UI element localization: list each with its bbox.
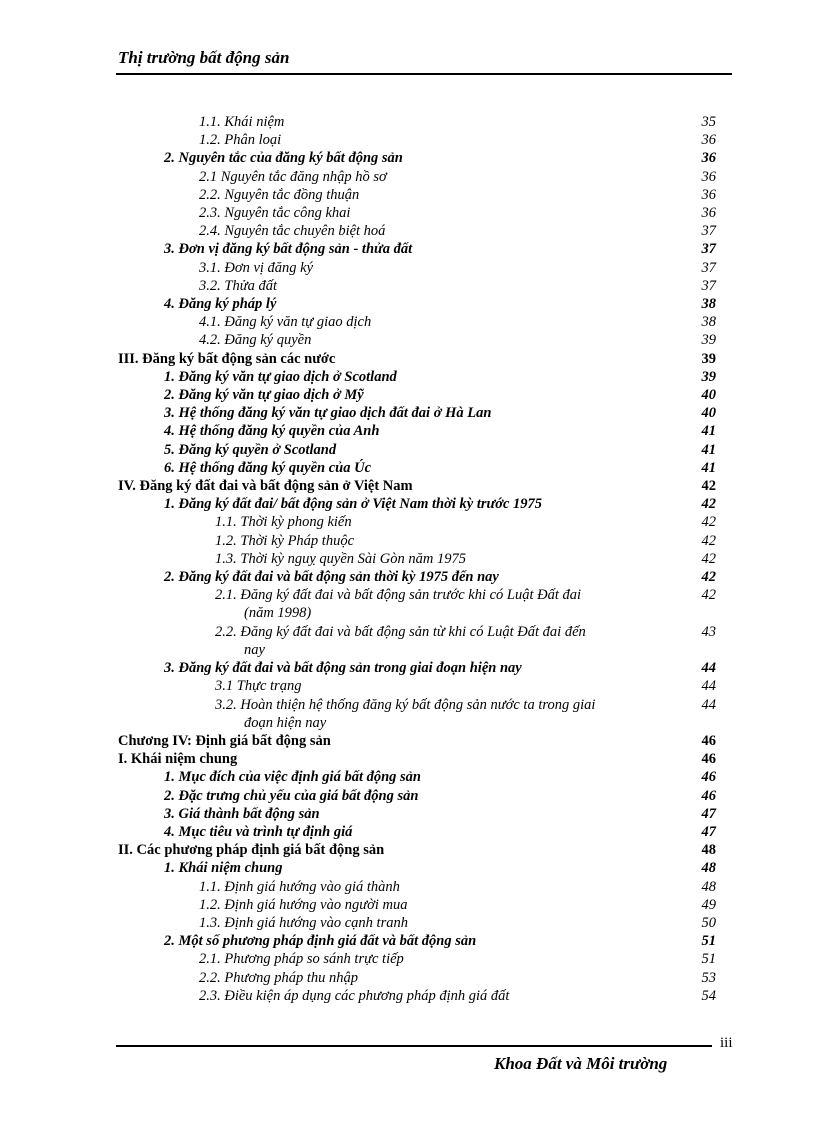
toc-entry-title	[118, 350, 676, 368]
toc-entry-title	[118, 550, 676, 568]
toc-entry-title	[118, 532, 676, 550]
toc-entry-text: 3. Đơn vị đăng ký bất động sản - thửa đất	[164, 241, 413, 258]
toc-entry-title	[118, 386, 676, 404]
toc-entry	[118, 422, 716, 440]
toc-entry-page: 37	[701, 277, 716, 294]
toc-entry-title	[118, 969, 676, 987]
toc-entry-title	[118, 368, 676, 386]
toc-entry-page: 42	[701, 569, 716, 586]
toc-entry	[118, 969, 716, 987]
toc-entry-title	[118, 459, 676, 477]
toc-entry	[118, 331, 716, 349]
toc-entry-title	[118, 823, 676, 841]
table-of-contents	[118, 113, 716, 1005]
toc-entry-page: 36	[701, 168, 716, 185]
toc-entry-title	[118, 441, 676, 459]
toc-entry-page: 46	[701, 751, 716, 768]
toc-entry-text: 2. Một số phương pháp định giá đất và bất động sản	[164, 933, 477, 950]
toc-entry-text: III. Đăng ký bất động sản các nước	[118, 350, 336, 367]
toc-entry-text: 2.1. Phương pháp so sánh trực tiếp	[199, 951, 404, 968]
toc-entry-text: 2.2. Phương pháp thu nhập	[199, 969, 359, 986]
toc-entry	[118, 313, 716, 331]
toc-entry-text: 1.1. Định giá hướng vào giá thành	[199, 878, 400, 895]
toc-entry-page: 36	[701, 150, 716, 167]
toc-entry-page: 48	[701, 878, 716, 895]
toc-entry	[118, 586, 716, 622]
toc-entry	[118, 259, 716, 277]
toc-entry-text: 1.3. Thời kỳ nguỵ quyền Sài Gòn năm 1975	[215, 550, 466, 567]
toc-entry-title	[118, 768, 676, 786]
toc-entry-title	[118, 586, 676, 622]
toc-entry-text: 1.3. Định giá hướng vào cạnh tranh	[199, 914, 408, 931]
toc-entry-title	[118, 404, 676, 422]
toc-entry-title	[118, 787, 676, 805]
toc-entry-title	[118, 222, 676, 240]
toc-entry-title	[118, 186, 676, 204]
toc-entry-title	[118, 477, 676, 495]
toc-entry-text: 3.1. Đơn vị đăng ký	[199, 259, 314, 276]
toc-entry-text: 2. Nguyên tắc của đăng ký bất động sản	[164, 150, 403, 167]
toc-entry-text: 1.2. Phân loại	[199, 132, 282, 149]
toc-entry-continuation: (năm 1998)	[244, 605, 312, 622]
toc-entry	[118, 677, 716, 695]
toc-entry-title	[118, 859, 676, 877]
toc-entry-title	[118, 732, 676, 750]
toc-entry-text: 2. Đăng ký văn tự giao dịch ở Mỹ	[164, 387, 364, 404]
toc-entry-title	[118, 422, 676, 440]
toc-entry-title	[118, 914, 676, 932]
toc-entry	[118, 222, 716, 240]
toc-entry-page: 39	[701, 332, 716, 349]
toc-entry	[118, 404, 716, 422]
toc-entry-page: 49	[701, 896, 716, 913]
toc-entry-page: 42	[701, 550, 716, 567]
toc-entry-page: 42	[701, 532, 716, 549]
toc-entry-text: 1. Mục đích của việc định giá bất động sản	[164, 769, 421, 786]
toc-entry-title	[118, 149, 676, 167]
toc-entry-text: 4. Đăng ký pháp lý	[164, 296, 277, 313]
toc-entry-text: 3. Hệ thống đăng ký văn tự giao dịch đất đai ở Hà Lan	[164, 405, 492, 422]
toc-entry	[118, 459, 716, 477]
toc-entry-text: 3. Giá thành bất động sản	[164, 805, 320, 822]
toc-entry-text: 2.2. Nguyên tắc đồng thuận	[199, 186, 360, 203]
toc-entry-continuation: đoạn hiện nay	[244, 714, 327, 731]
toc-entry-page: 41	[701, 441, 716, 458]
toc-entry-page: 36	[701, 186, 716, 203]
toc-entry-text: 1.2. Thời kỳ Pháp thuộc	[215, 532, 355, 549]
toc-entry	[118, 368, 716, 386]
toc-entry-text: 2. Đăng ký đất đai và bất động sản thời kỳ 1975 đến nay	[164, 569, 499, 586]
toc-entry-title	[118, 677, 676, 695]
toc-entry-text: I. Khái niệm chung	[118, 751, 238, 768]
toc-entry-title	[118, 623, 676, 659]
toc-entry-page: 42	[701, 496, 716, 513]
toc-entry-title	[118, 659, 676, 677]
toc-entry	[118, 987, 716, 1005]
toc-entry	[118, 532, 716, 550]
toc-entry-page: 43	[701, 623, 716, 640]
toc-entry-title	[118, 878, 676, 896]
toc-entry-page: 54	[701, 987, 716, 1004]
toc-entry	[118, 732, 716, 750]
toc-entry-text: 4. Mục tiêu và trình tự định giá	[164, 823, 353, 840]
toc-entry-text: 3.2. Thửa đất	[199, 277, 278, 294]
toc-entry	[118, 950, 716, 968]
toc-entry-title	[118, 568, 676, 586]
toc-entry-text: II. Các phương pháp định giá bất động sản	[118, 842, 385, 859]
toc-entry-title	[118, 240, 676, 258]
toc-entry-title	[118, 259, 676, 277]
toc-entry-page: 44	[701, 660, 716, 677]
toc-entry-text: 3. Đăng ký đất đai và bất động sản trong giai đoạn hiện nay	[164, 660, 522, 677]
toc-entry-text: 4.2. Đăng ký quyền	[199, 332, 312, 349]
toc-entry	[118, 113, 716, 131]
toc-entry	[118, 386, 716, 404]
toc-entry	[118, 623, 716, 659]
toc-entry-text: 2.2. Đăng ký đất đai và bất động sản từ khi có Luật Đất đai đến	[215, 623, 586, 640]
toc-entry-page: 40	[701, 387, 716, 404]
toc-entry	[118, 568, 716, 586]
toc-entry	[118, 896, 716, 914]
toc-entry-text: 2.3. Điều kiện áp dụng các phương pháp định giá đất	[199, 987, 510, 1004]
toc-entry-title	[118, 950, 676, 968]
header-rule	[116, 73, 732, 75]
toc-entry-page: 41	[701, 459, 716, 476]
toc-entry-text: 2. Đặc trưng chủ yếu của giá bất động sản	[164, 787, 419, 804]
toc-entry-title	[118, 204, 676, 222]
toc-entry-page: 47	[701, 805, 716, 822]
toc-entry	[118, 186, 716, 204]
toc-entry	[118, 805, 716, 823]
toc-entry-title	[118, 113, 676, 131]
toc-entry	[118, 240, 716, 258]
toc-entry-title	[118, 295, 676, 313]
toc-entry-page: 46	[701, 787, 716, 804]
toc-entry-page: 51	[701, 933, 716, 950]
toc-entry-title	[118, 513, 676, 531]
toc-entry-page: 44	[701, 696, 716, 713]
toc-entry	[118, 477, 716, 495]
toc-entry-page: 46	[701, 732, 716, 749]
toc-entry-page: 37	[701, 223, 716, 240]
toc-entry-page: 48	[701, 842, 716, 859]
toc-entry-text: 1. Khái niệm chung	[164, 860, 283, 877]
toc-entry-title	[118, 932, 676, 950]
toc-entry-page: 39	[701, 368, 716, 385]
toc-entry-text: 1.1. Khái niệm	[199, 114, 285, 130]
toc-entry-page: 36	[701, 132, 716, 149]
toc-entry-text: 3.2. Hoàn thiện hệ thống đăng ký bất động sản nước ta trong giai	[215, 696, 596, 713]
toc-entry-title	[118, 805, 676, 823]
toc-entry-title	[118, 313, 676, 331]
toc-entry-title	[118, 750, 676, 768]
toc-entry-title	[118, 168, 676, 186]
toc-entry-title	[118, 331, 676, 349]
toc-entry-page: 51	[701, 951, 716, 968]
toc-entry-title	[118, 495, 676, 513]
toc-entry-title	[118, 277, 676, 295]
toc-entry	[118, 914, 716, 932]
toc-entry-title	[118, 896, 676, 914]
toc-entry	[118, 823, 716, 841]
page-header-title: Thị trường bất động sản	[118, 48, 290, 67]
toc-entry-text: 2.1. Đăng ký đất đai và bất động sản trước khi có Luật Đất đai	[215, 587, 582, 604]
toc-entry	[118, 149, 716, 167]
toc-entry-title	[118, 131, 676, 149]
toc-entry-page: 53	[701, 969, 716, 986]
toc-entry-page: 42	[701, 587, 716, 604]
toc-entry-text: 1. Đăng ký văn tự giao dịch ở Scotland	[164, 368, 397, 385]
toc-entry-page: 37	[701, 259, 716, 276]
footer-department: Khoa Đất và Môi trường	[494, 1054, 668, 1073]
toc-entry	[118, 696, 716, 732]
toc-entry-page: 39	[701, 350, 716, 367]
footer-rule	[116, 1045, 712, 1047]
toc-entry-text: 3.1 Thực trạng	[215, 678, 302, 695]
toc-entry-page: 41	[701, 423, 716, 440]
toc-entry-text: 1.2. Định giá hướng vào người mua	[199, 896, 408, 913]
toc-entry-page: 35	[701, 114, 716, 130]
toc-entry-text: 4. Hệ thống đăng ký quyền của Anh	[164, 423, 380, 440]
toc-entry	[118, 204, 716, 222]
toc-entry-page: 38	[701, 296, 716, 313]
toc-entry	[118, 859, 716, 877]
toc-entry-page: 46	[701, 769, 716, 786]
toc-entry-page: 42	[701, 478, 716, 495]
toc-entry-title	[118, 696, 676, 732]
toc-entry-text: 2.4. Nguyên tắc chuyên biệt hoá	[199, 223, 386, 240]
toc-entry-page: 50	[701, 914, 716, 931]
toc-entry	[118, 787, 716, 805]
toc-entry	[118, 750, 716, 768]
toc-entry	[118, 495, 716, 513]
toc-entry-text: 1. Đăng ký đất đai/ bất động sản ở Việt Nam thời kỳ trước 1975	[164, 496, 543, 513]
toc-entry-text: 1.1. Thời kỳ phong kiến	[215, 514, 352, 531]
toc-entry	[118, 932, 716, 950]
toc-entry-page: 40	[701, 405, 716, 422]
toc-entry-page: 38	[701, 314, 716, 331]
toc-entry-text: 5. Đăng ký quyền ở Scotland	[164, 441, 337, 458]
toc-entry	[118, 841, 716, 859]
toc-entry-page: 47	[701, 823, 716, 840]
toc-entry-text: 2.3. Nguyên tắc công khai	[199, 205, 351, 222]
toc-entry-page: 44	[701, 678, 716, 695]
toc-entry	[118, 878, 716, 896]
toc-entry	[118, 168, 716, 186]
toc-entry	[118, 441, 716, 459]
toc-entry-text: 2.1 Nguyên tắc đăng nhập hồ sơ	[199, 168, 387, 185]
toc-entry-text: 4.1. Đăng ký văn tự giao dịch	[199, 314, 372, 331]
toc-entry	[118, 277, 716, 295]
toc-entry-page: 36	[701, 205, 716, 222]
toc-entry-text: Chương IV: Định giá bất động sản	[118, 732, 331, 749]
toc-entry	[118, 350, 716, 368]
toc-entry-title	[118, 841, 676, 859]
toc-entry	[118, 513, 716, 531]
toc-entry	[118, 550, 716, 568]
toc-entry-text: IV. Đăng ký đất đai và bất động sản ở Việt Nam	[118, 478, 413, 495]
toc-entry-page: 37	[701, 241, 716, 258]
toc-entry-title	[118, 987, 676, 1005]
toc-entry-continuation: nay	[244, 641, 265, 658]
toc-entry	[118, 295, 716, 313]
toc-entry-page: 42	[701, 514, 716, 531]
toc-entry-page: 48	[701, 860, 716, 877]
toc-entry	[118, 659, 716, 677]
toc-entry	[118, 768, 716, 786]
toc-entry	[118, 131, 716, 149]
footer-page-number: iii	[720, 1035, 733, 1051]
toc-entry-text: 6. Hệ thống đăng ký quyền của Úc	[164, 459, 372, 476]
